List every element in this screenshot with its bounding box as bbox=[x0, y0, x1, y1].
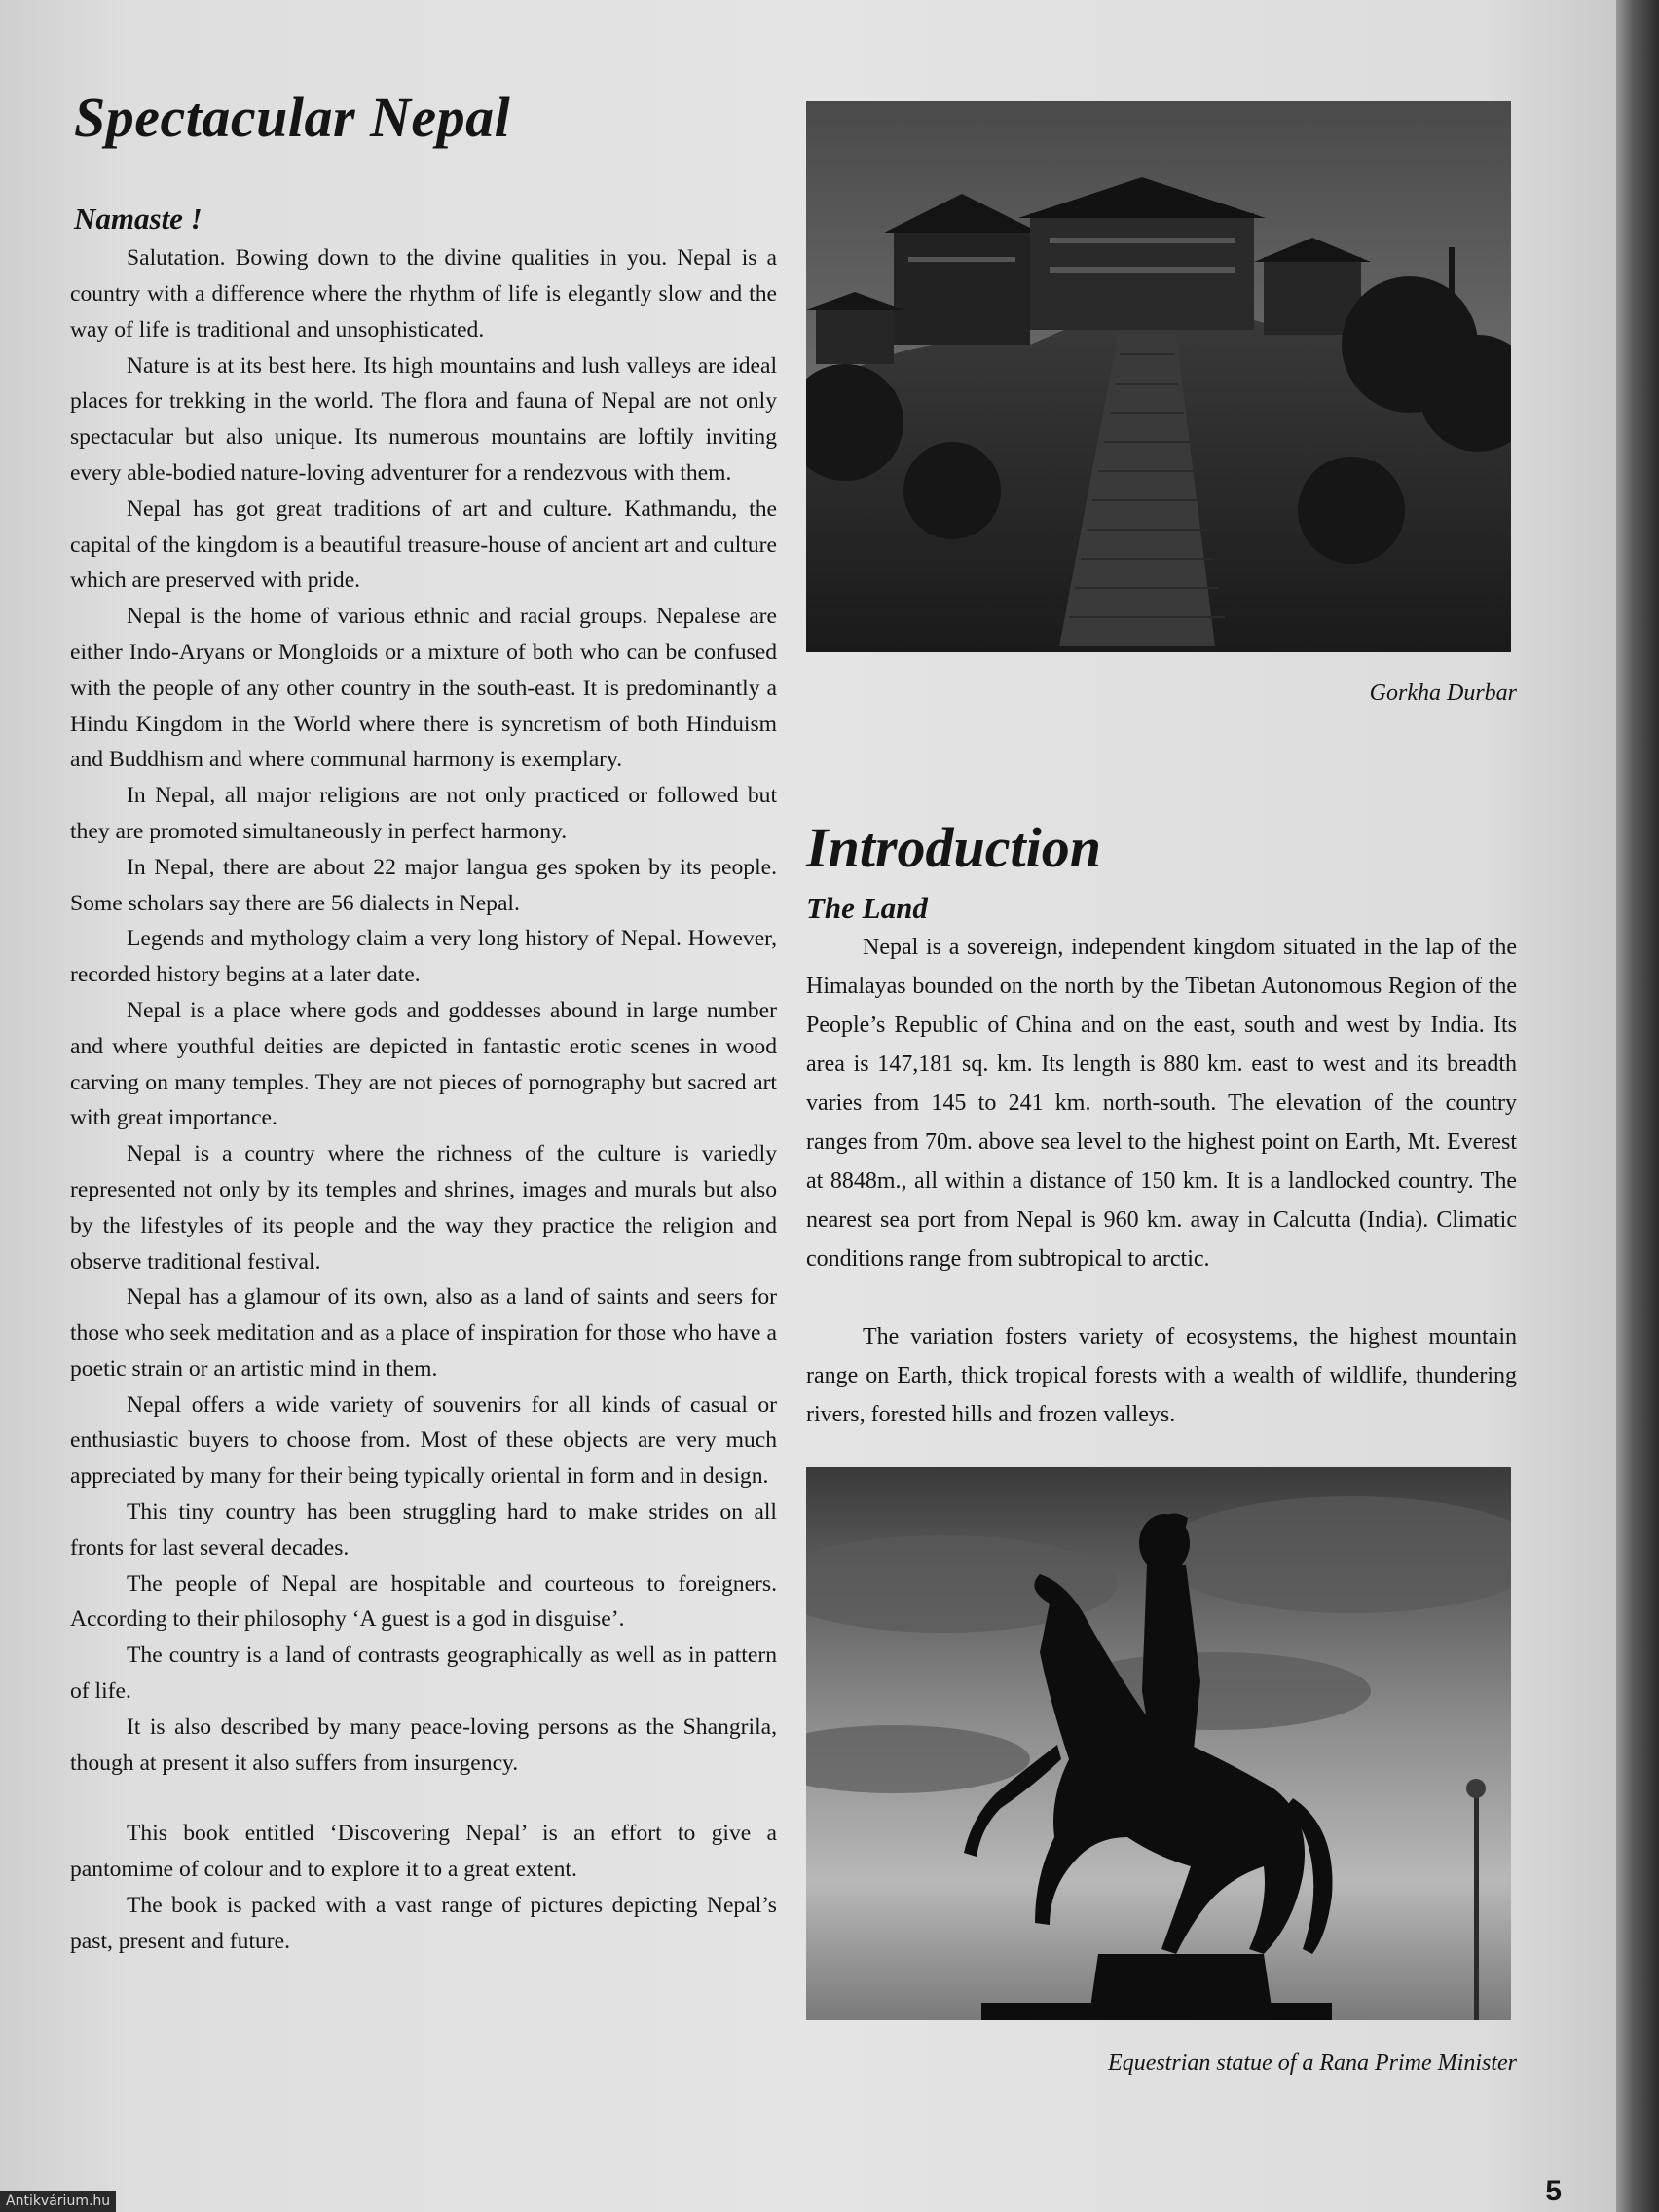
paragraph: The people of Nepal are hospitable and courteous to foreigners. According to their philosophy ‘A guest is a god in disguise’. bbox=[70, 1570, 777, 1633]
paragraph: This tiny country has been struggling hard to make strides on all fronts for last several decades. bbox=[70, 1499, 777, 1561]
left-column bbox=[70, 86, 777, 1960]
photo-caption-gorkha-durbar: Gorkha Durbar bbox=[1369, 681, 1517, 706]
section-heading-introduction: Introduction bbox=[806, 816, 1101, 879]
palace-illustration bbox=[806, 101, 1511, 652]
page-title: Spectacular Nepal bbox=[74, 86, 511, 149]
paragraph: In Nepal, there are about 22 major langua ges spoken by its people. Some scholars say there are 56 dialects in Nepal. bbox=[70, 854, 777, 916]
paragraph: Legends and mythology claim a very long history of Nepal. However, recorded history begins at a later date. bbox=[70, 926, 777, 988]
section-subheading-the-land: The Land bbox=[806, 891, 928, 925]
watermark-label: Antikvárium.hu bbox=[0, 2191, 116, 2212]
spacer bbox=[806, 1278, 1517, 1317]
closing-paragraph: The book is packed with a vast range of pictures depicting Nepal’s past, present and future. bbox=[70, 1893, 777, 1954]
paragraph: Nepal has a glamour of its own, also as a land of saints and seers for those who seek meditation and as a place of inspiration for those who have a poetic strain or an artistic mind in them. bbox=[70, 1284, 777, 1382]
right-column bbox=[806, 101, 1517, 2075]
page-edge-shadow bbox=[1616, 0, 1659, 2212]
paragraph: Nepal offers a wide variety of souvenirs for all kinds of casual or enthusiastic buyers to choose from. Most of these objects are very much appreciated by many for their being typically oriental in form and in design. bbox=[70, 1391, 777, 1490]
photo-caption-equestrian-statue: Equestrian statue of a Rana Prime Minister bbox=[1108, 2050, 1517, 2077]
spacer bbox=[70, 1781, 777, 1816]
paragraph: Nepal has got great traditions of art and culture. Kathmandu, the capital of the kingdom is a beautiful treasure-house of ancient art and culture which are preserved with pride. bbox=[70, 496, 777, 594]
paragraph: Nepal is a sovereign, independent kingdom situated in the lap of the Himalayas bounded on the north by the Tibetan Autonomous Region of the People’s Republic of China and on the east, south and west by India. Its area is 147,181 sq. km. Its length is 880 km. east to west and its breadth varies from 145 to 241 km. north-south. The elevation of the country ranges from 70m. above sea level to the highest point on Earth, Mt. Everest at 8848m., all within a distance of 150 km. It is a landlocked country. The nearest sea port from Nepal is 960 km. away in Calcutta (India). Climatic conditions range from subtropical to arctic. bbox=[806, 935, 1517, 1272]
paragraph: Nepal is a country where the richness of the culture is variedly represented not only by its temples and shrines, images and murals but also by the lifestyles of its people and the way they practice the religion and observe traditional festival. bbox=[70, 1141, 777, 1274]
statue-illustration bbox=[806, 1467, 1511, 2020]
paragraph: In Nepal, all major religions are not only practiced or followed but they are promoted simultaneously in perfect harmony. bbox=[70, 783, 777, 844]
paragraph: Nepal is the home of various ethnic and racial groups. Nepalese are either Indo-Aryans or Mongloids or a mixture of both who can be confused with the people of any other country in the south-east. It is predominantly a Hindu Kingdom in the World where there is syncretism of both Hinduism and Buddhism and where communal harmony is exemplary. bbox=[70, 604, 777, 773]
paragraph: It is also described by many peace-loving persons as the Shangrila, though at present it also suffers from insurgency. bbox=[70, 1714, 777, 1776]
gorkha-durbar-photo bbox=[806, 101, 1511, 652]
closing-paragraph: This book entitled ‘Discovering Nepal’ is an effort to give a pantomime of colour and to explore it to a great extent. bbox=[70, 1821, 777, 1883]
section-subtitle-namaste: Namaste ! bbox=[74, 202, 203, 236]
paragraph: The variation fosters variety of ecosystems, the highest mountain range on Earth, thick tropical forests with a wealth of wildlife, thundering rivers, forested hills and frozen valleys. bbox=[806, 1324, 1517, 1428]
paragraph: Nature is at its best here. Its high mountains and lush valleys are ideal places for trekking in the world. The flora and fauna of Nepal are not only spectacular but also unique. Its numerous mountains are loftily inviting every able-bodied nature-loving adventurer for a rendezvous with them. bbox=[70, 352, 777, 486]
paragraph: The country is a land of contrasts geographically as well as in pattern of life. bbox=[70, 1642, 777, 1705]
paragraph: Nepal is a place where gods and goddesses abound in large number and where youthful deities are depicted in fantastic erotic scenes in wood carving on many temples. They are not pieces of pornography but sacred art with great importance. bbox=[70, 997, 777, 1131]
page-number: 5 bbox=[1545, 2175, 1562, 2207]
paragraph: Salutation. Bowing down to the divine qualities in you. Nepal is a country with a difference where the rhythm of life is elegantly slow and the way of life is traditional and unsophisticated. bbox=[70, 245, 777, 343]
equestrian-statue-photo bbox=[806, 1467, 1511, 2020]
